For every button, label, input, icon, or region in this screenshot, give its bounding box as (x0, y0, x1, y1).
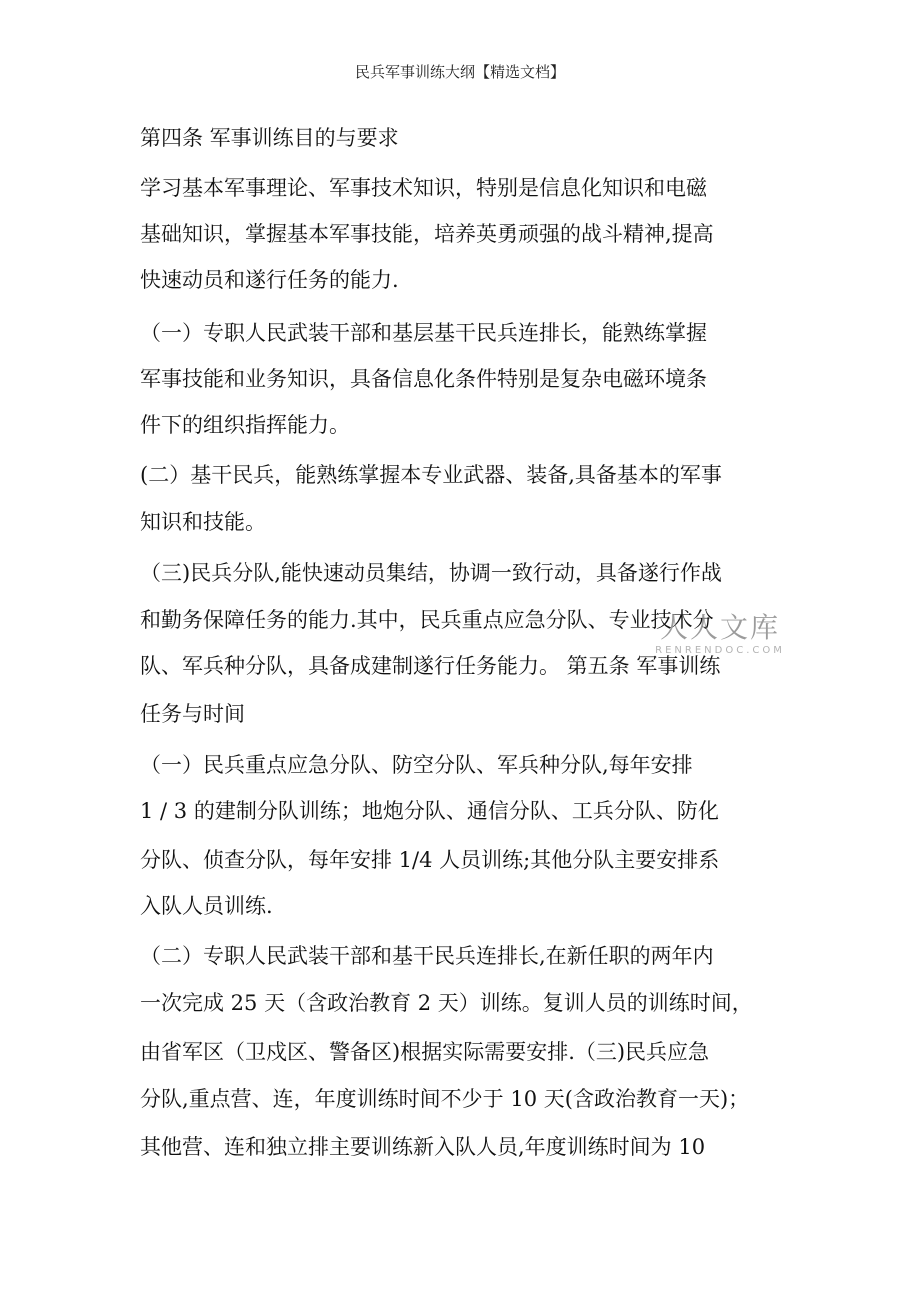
body-text-line: 件下的组织指挥能力。 (140, 413, 350, 437)
body-text-line: （三)民兵分队,能快速动员集结，协调一致行动，具备遂行作战 (140, 561, 722, 585)
watermark-subtitle: RENRENDOC.COM (655, 645, 785, 656)
body-text-line: 分队,重点营、连，年度训练时间不少于 10 天(含政治教育一天)； (140, 1087, 750, 1111)
body-text-line: 一次完成 25 天（含政治教育 2 天）训练。复训人员的训练时间， (140, 991, 753, 1015)
body-text-line: （二）专职人民武装干部和基干民兵连排长,在新任职的两年内 (140, 944, 714, 968)
body-text-line: 任务与时间 (140, 702, 245, 726)
body-text-line: 学习基本军事理论、军事技术知识，特别是信息化知识和电磁 (140, 176, 707, 200)
body-text-line: （一）民兵重点应急分队、防空分队、军兵种分队,每年安排 (140, 753, 693, 777)
body-text-line: 队、军兵种分队，具备成建制遂行任务能力。 第五条 军事训练 (140, 654, 721, 678)
body-text-line: (二）基干民兵，能熟练掌握本专业武器、装备,具备基本的军事 (140, 463, 722, 487)
body-text-line: 入队人员训练. (140, 894, 273, 918)
body-text-line: 军事技能和业务知识，具备信息化条件特别是复杂电磁环境条 (140, 367, 707, 391)
body-text-line: （一）专职人民武装干部和基层基干民兵连排长，能熟练掌握 (140, 321, 707, 345)
body-text-line: 其他营、连和独立排主要训练新入队人员,年度训练时间为 10 (140, 1135, 706, 1159)
section-heading: 第四条 军事训练目的与要求 (140, 126, 399, 150)
body-text-line: 和勤务保障任务的能力.其中，民兵重点应急分队、专业技术分 (140, 608, 714, 632)
body-text-line: 快速动员和遂行任务的能力. (140, 268, 399, 292)
document-header-title: 民兵军事训练大纲【精选文档】 (354, 63, 565, 81)
body-text-line: 1 / 3 的建制分队训练；地炮分队、通信分队、工兵分队、防化 (140, 799, 719, 823)
watermark-title: 人人文库 (659, 611, 780, 644)
body-text-line: 知识和技能。 (140, 510, 266, 534)
body-text-line: 分队、侦查分队，每年安排 1/4 人员训练;其他分队主要安排系 (140, 848, 720, 872)
body-text-line: 由省军区（卫戍区、警备区)根据实际需要安排.（三)民兵应急 (140, 1040, 710, 1064)
body-text-line: 基础知识，掌握基本军事技能，培养英勇顽强的战斗精神,提高 (140, 222, 714, 246)
